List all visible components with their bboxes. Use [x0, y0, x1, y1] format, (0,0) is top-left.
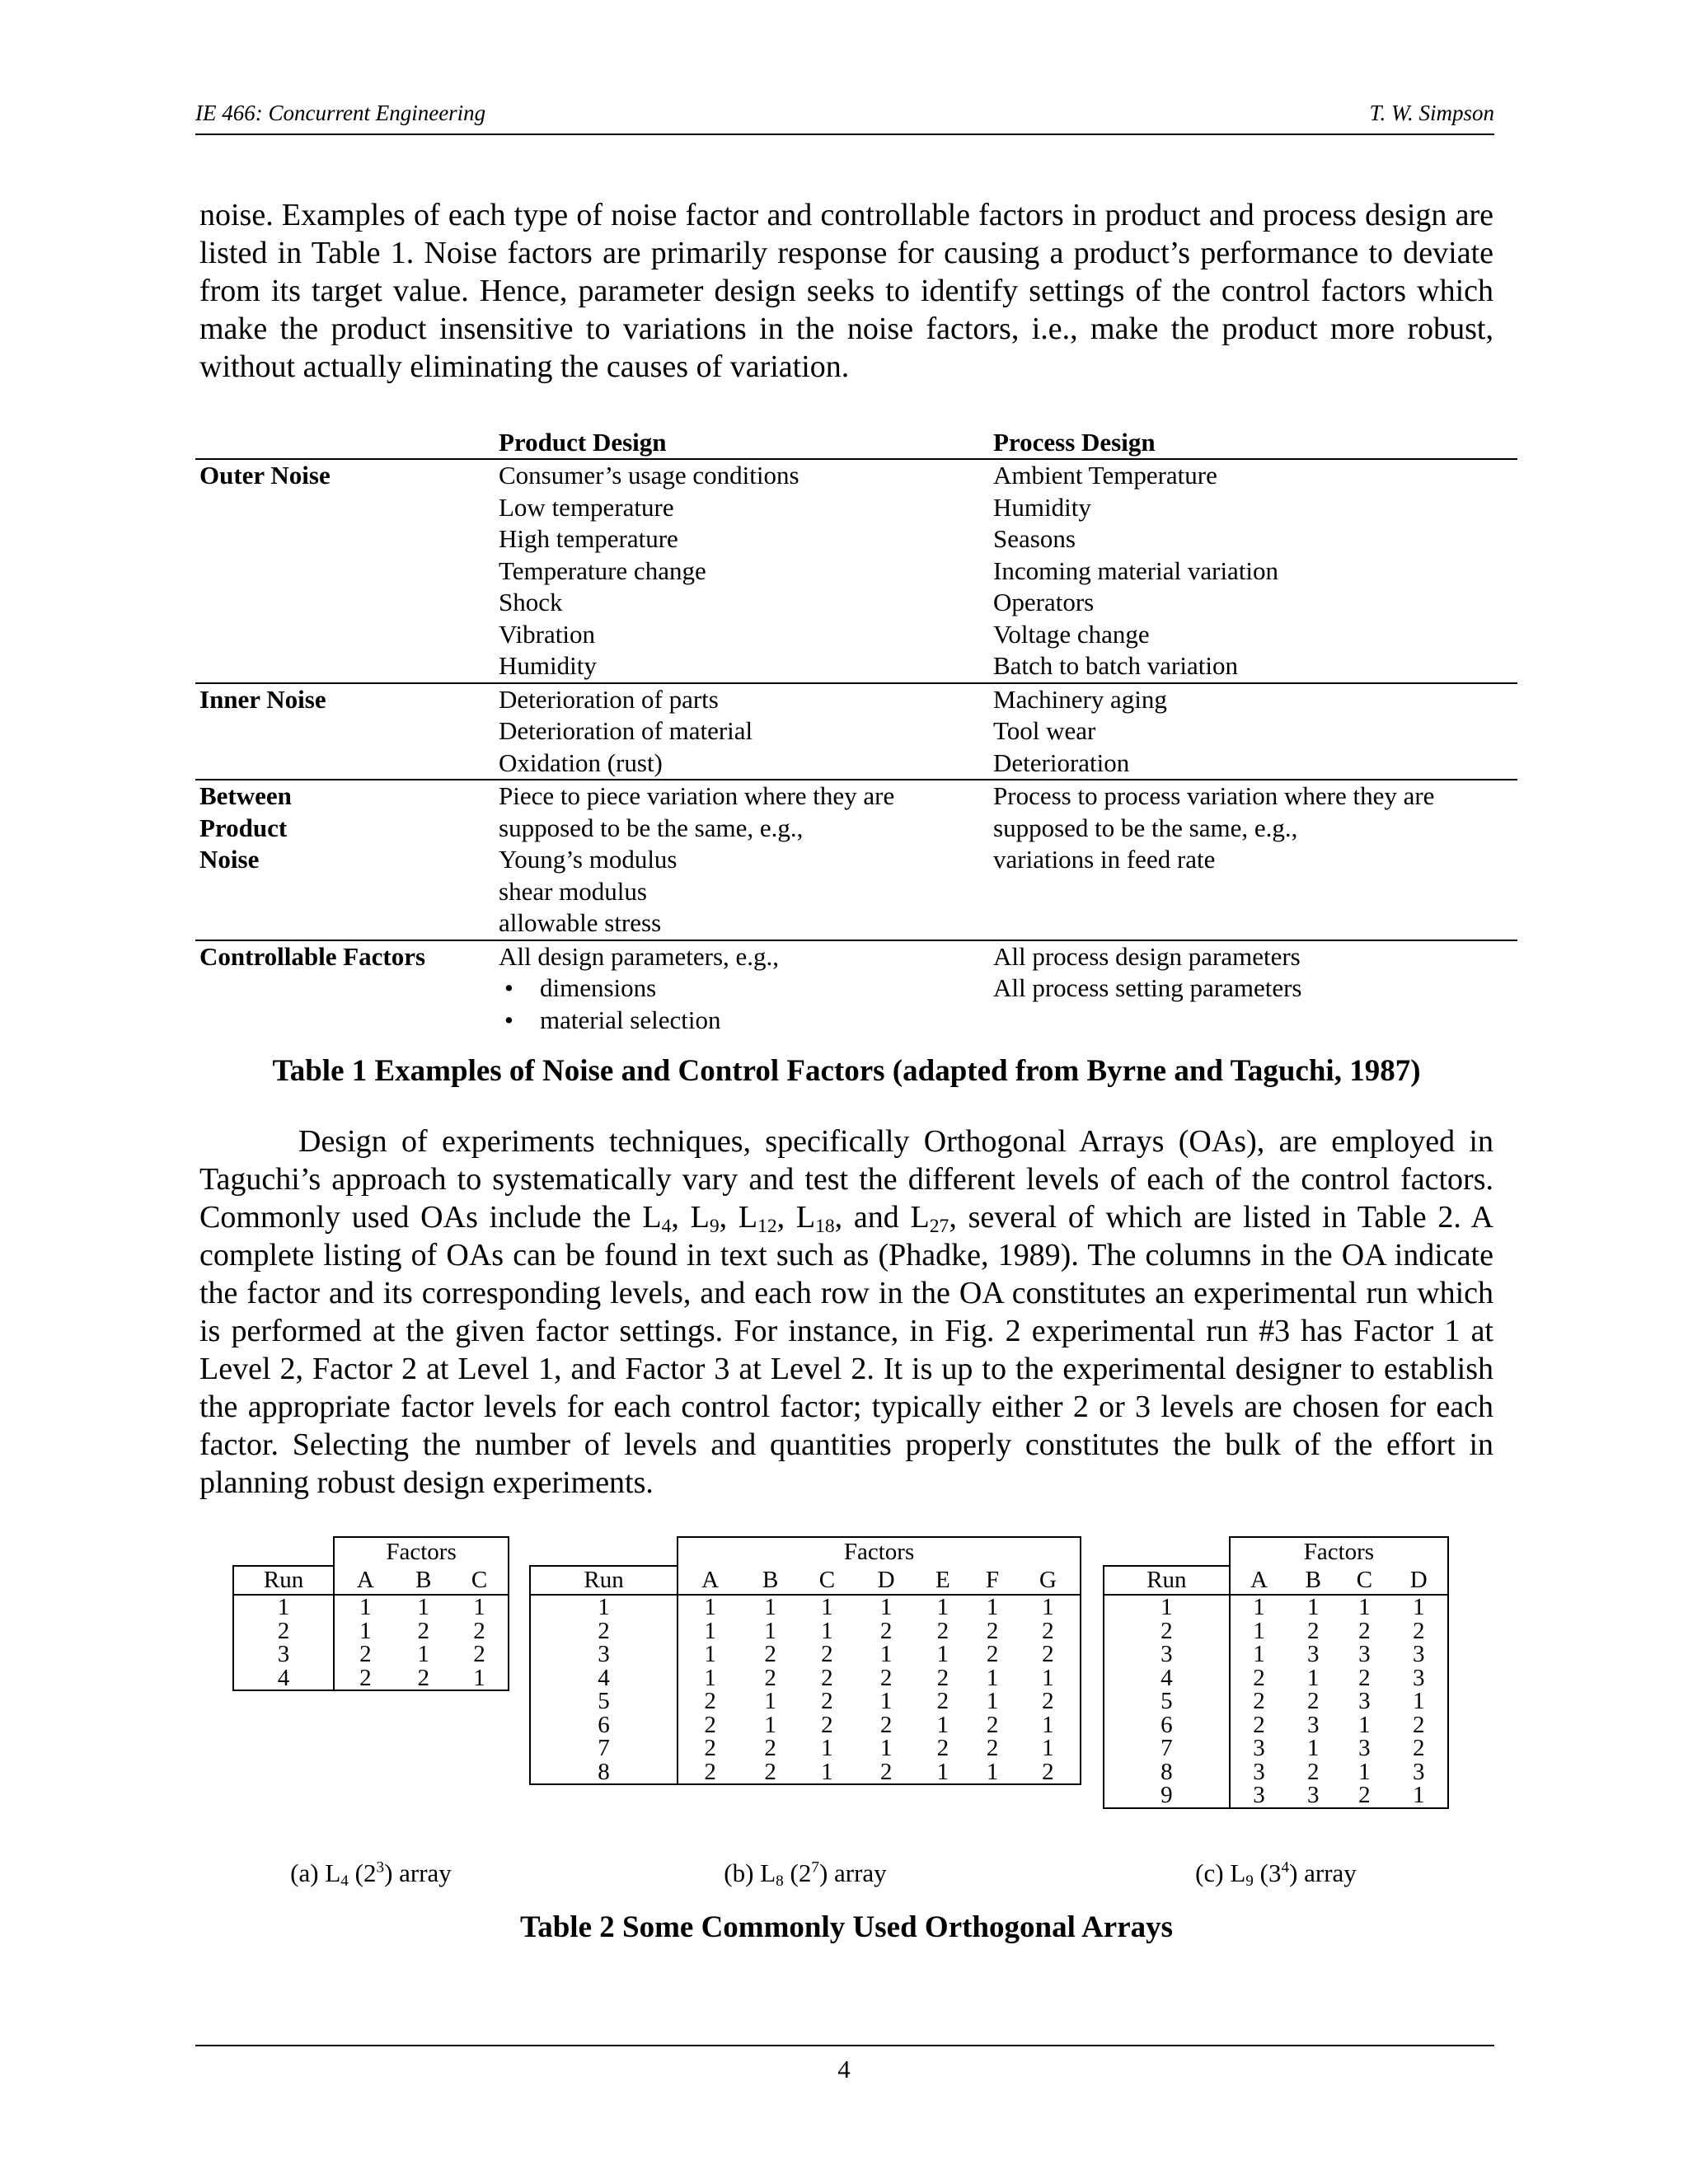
- factor-column-header: B: [742, 1566, 799, 1595]
- cell-line: supposed to be the same, e.g.,: [499, 813, 804, 842]
- level-value: 2: [451, 1643, 509, 1666]
- level-value: 2: [856, 1760, 917, 1785]
- level-value: 3: [1230, 1783, 1287, 1808]
- footer-rule: [195, 2045, 1494, 2046]
- level-value: 2: [986, 1711, 999, 1738]
- level-value: 1: [359, 1617, 372, 1644]
- level-value: 1: [1358, 1594, 1371, 1621]
- process-cell: [993, 941, 1301, 1005]
- cell-line: Humidity: [499, 651, 597, 680]
- level-value: 2: [1307, 1758, 1320, 1785]
- level-value: 2: [1358, 1664, 1371, 1691]
- cell-line: Operators: [993, 588, 1095, 616]
- level-value: 3: [1390, 1760, 1448, 1784]
- run-number: 5: [530, 1690, 678, 1713]
- run-number: 7: [530, 1736, 678, 1760]
- level-value: 1: [986, 1688, 999, 1715]
- cell-line: Oxidation (rust): [499, 748, 663, 777]
- array-row: [530, 1690, 1081, 1713]
- level-value: 2: [1307, 1617, 1320, 1644]
- run-header: Run: [530, 1566, 678, 1595]
- cell-line: Machinery aging: [993, 684, 1167, 714]
- l8-caption: (b) $L_8$ $(2^7)$ array: [724, 1858, 887, 1890]
- level-value: 1: [936, 1711, 950, 1738]
- intro-paragraph: noise. Examples of each type of noise factor and controllable factors in product and process design are listed in Table 1. Noise factors are primarily response for causing a product’s performance to deviate from its target value. Hence, parameter design seeks to identify settings of the control factors which make the product insensitive to variations in the noise factors, i.e., make the product more robust, without actually eliminating the causes of variation.: [199, 198, 1493, 384]
- table1-header-row: [195, 426, 1517, 460]
- level-value: 1: [417, 1594, 429, 1621]
- cell-line: All process design parameters: [993, 941, 1301, 971]
- level-value: 1: [704, 1594, 716, 1621]
- cell-line: All design parameters, e.g.,: [499, 941, 780, 971]
- run-number: 2: [1104, 1619, 1230, 1643]
- level-value: 2: [704, 1688, 716, 1715]
- level-value: 3: [1307, 1641, 1320, 1668]
- array-row: [233, 1666, 509, 1691]
- array-row: [530, 1595, 1081, 1619]
- level-value: 1: [936, 1641, 950, 1668]
- controllable-factors-row: [195, 941, 1517, 1037]
- row-label: Outer Noise: [199, 461, 331, 490]
- level-value: 1: [451, 1666, 509, 1691]
- row-label-line: Between: [199, 781, 292, 810]
- level-value: 1: [704, 1664, 716, 1691]
- array-row: [1104, 1643, 1448, 1666]
- blank-corner: [530, 1537, 678, 1566]
- factors-header: Factors: [678, 1537, 1081, 1566]
- cell-line: Vibration: [499, 619, 595, 649]
- factor-column-header: A: [678, 1566, 742, 1595]
- level-value: 2: [1016, 1643, 1081, 1666]
- factors-header: Factors: [334, 1537, 509, 1566]
- level-value: 2: [1253, 1711, 1265, 1738]
- level-value: 2: [678, 1760, 742, 1785]
- array-row: [1104, 1690, 1448, 1713]
- level-value: 1: [764, 1711, 776, 1738]
- level-value: 2: [936, 1617, 950, 1644]
- level-value: 2: [1016, 1619, 1081, 1643]
- run-number: 2: [233, 1619, 334, 1643]
- run-number: 1: [1104, 1595, 1230, 1619]
- run-number: 3: [1104, 1643, 1230, 1666]
- array-row: [1104, 1760, 1448, 1784]
- level-value: 1: [704, 1641, 716, 1668]
- cell-line: shear modulus: [499, 876, 647, 906]
- array-row: [530, 1760, 1081, 1785]
- table2-caption: Table 2 Some Commonly Used Orthogonal Arrays: [519, 1910, 1174, 1944]
- level-value: 1: [1253, 1594, 1265, 1621]
- run-number: 3: [530, 1643, 678, 1666]
- inner-noise-row: [195, 684, 1517, 781]
- level-value: 2: [1390, 1619, 1448, 1643]
- array-row: [1104, 1736, 1448, 1760]
- run-number: 8: [1104, 1760, 1230, 1784]
- course-title: IE 466: Concurrent Engineering: [195, 101, 486, 125]
- run-number: 1: [530, 1595, 678, 1619]
- run-number: 2: [530, 1619, 678, 1643]
- product-cell: [499, 941, 993, 1037]
- run-header: Run: [233, 1566, 334, 1595]
- cell-line: Voltage change: [993, 619, 1150, 649]
- level-value: 2: [879, 1711, 893, 1738]
- level-value: 2: [764, 1641, 776, 1668]
- level-value: 2: [704, 1735, 716, 1762]
- level-value: 1: [1307, 1664, 1320, 1691]
- table1-caption: Table 1 Examples of Noise and Control Factors (adapted from Byrne and Taguchi, 1987): [272, 1054, 1421, 1088]
- l9-caption: (c) $L_9$ $(3^4)$ array: [1195, 1858, 1357, 1890]
- level-value: 2: [936, 1664, 950, 1691]
- cell-line: Young’s modulus: [499, 845, 678, 874]
- cell-line: All process setting parameters: [993, 973, 1302, 1002]
- run-number: 6: [530, 1713, 678, 1737]
- l9-array-table: [1103, 1536, 1449, 1809]
- level-value: 3: [1390, 1643, 1448, 1666]
- cell-line: allowable stress: [499, 908, 662, 937]
- process-cell: [993, 780, 1434, 876]
- level-value: 1: [1016, 1713, 1081, 1737]
- l4-array-table: [232, 1536, 509, 1691]
- cell-line: Deterioration of material: [499, 716, 753, 745]
- level-value: 2: [1253, 1664, 1265, 1691]
- level-value: 1: [986, 1594, 999, 1621]
- level-value: 1: [1390, 1690, 1448, 1713]
- cell-line: Shock: [499, 588, 563, 616]
- array-row: [1104, 1666, 1448, 1690]
- row-label-line: Product: [199, 813, 288, 842]
- level-value: 2: [986, 1735, 999, 1762]
- level-value: 2: [1390, 1713, 1448, 1737]
- cell-line: supposed to be the same, e.g.,: [993, 813, 1298, 842]
- level-value: 2: [821, 1664, 833, 1691]
- row-label: Inner Noise: [199, 684, 326, 714]
- run-number: 5: [1104, 1690, 1230, 1713]
- level-value: 1: [879, 1688, 893, 1715]
- level-value: 3: [1358, 1735, 1371, 1762]
- level-value: 1: [879, 1735, 893, 1762]
- factor-column-header: C: [799, 1566, 856, 1595]
- level-value: 1: [1307, 1594, 1320, 1621]
- factor-column-header: A: [334, 1566, 396, 1595]
- factor-column-header: C: [1339, 1566, 1390, 1595]
- level-value: 1: [1390, 1783, 1448, 1808]
- level-value: 2: [821, 1688, 833, 1715]
- level-value: 1: [1307, 1735, 1320, 1762]
- level-value: 2: [1016, 1690, 1081, 1713]
- row-label: Controllable Factors: [199, 941, 426, 971]
- l4-caption: (a) $L_4$ $(2^3)$ array: [290, 1858, 452, 1890]
- factor-column-header: B: [1287, 1566, 1339, 1595]
- run-number: 4: [233, 1666, 334, 1691]
- l8-array-table: [529, 1536, 1081, 1785]
- level-value: 1: [879, 1641, 893, 1668]
- between-product-noise-row: [195, 780, 1517, 941]
- level-value: 1: [917, 1760, 968, 1785]
- cell-line: Ambient Temperature: [993, 461, 1217, 490]
- cell-line: Piece to piece variation where they are: [499, 781, 895, 810]
- product-cell: [499, 684, 993, 780]
- bullet-item: • dimensions: [499, 972, 993, 1005]
- process-cell: [993, 460, 1278, 682]
- array-row: [233, 1619, 509, 1643]
- run-number: 7: [1104, 1736, 1230, 1760]
- level-value: 1: [968, 1760, 1015, 1785]
- bullet-item: • material selection: [499, 1005, 993, 1037]
- factors-header: Factors: [1230, 1537, 1448, 1566]
- array-row: [1104, 1619, 1448, 1643]
- product-cell: [499, 780, 993, 940]
- level-value: 2: [704, 1711, 716, 1738]
- outer-noise-row: [195, 460, 1517, 684]
- cell-line: Batch to batch variation: [993, 651, 1238, 680]
- level-value: 1: [417, 1641, 429, 1668]
- level-value: 2: [742, 1760, 799, 1785]
- level-value: 1: [799, 1760, 856, 1785]
- level-value: 1: [451, 1595, 509, 1619]
- array-row: [1104, 1595, 1448, 1619]
- level-value: 3: [1307, 1711, 1320, 1738]
- level-value: 2: [1390, 1736, 1448, 1760]
- level-value: 2: [821, 1711, 833, 1738]
- level-value: 1: [821, 1735, 833, 1762]
- level-value: 3: [1287, 1783, 1339, 1808]
- level-value: 2: [986, 1641, 999, 1668]
- product-design-header: Product Design: [499, 428, 667, 457]
- level-value: 1: [1016, 1595, 1081, 1619]
- cell-line: variations in feed rate: [993, 845, 1216, 874]
- cell-line: Incoming material variation: [993, 555, 1279, 585]
- level-value: 1: [1390, 1595, 1448, 1619]
- process-cell: [993, 684, 1167, 780]
- body-paragraph: Design of experiments techniques, specifically Orthogonal Arrays (OAs), are employed in Taguchi’s approach to systematically vary and test the different levels of each of the control factors. Commonly used OAs include the $L_4$, $L_9$, $L_{12}$, $L_{18}$, and $L_{27}$, several of which are listed in Table 2. A complete listing of OAs can be found in text such as (Phadke, 1989). The columns in the OA indicate the factor and its corresponding levels, and each row in the OA constitutes an experimental run which is performed at the given factor settings. For instance, in Fig. 2 experimental run #3 has Factor 1 at Level 2, Factor 2 at Level 1, and Factor 3 at Level 2. It is up to the experimental designer to establish the appropriate factor levels for each control factor; typically either 2 or 3 levels are chosen for each factor. Selecting the number of levels and quantities properly constitutes the bulk of the effort in planning robust design experiments.: [199, 1124, 1493, 1500]
- level-value: 2: [1253, 1688, 1265, 1715]
- run-header: Run: [1104, 1566, 1230, 1595]
- level-value: 2: [359, 1641, 372, 1668]
- level-value: 2: [936, 1688, 950, 1715]
- level-value: 3: [1253, 1735, 1265, 1762]
- level-value: 2: [334, 1666, 396, 1691]
- factor-column-header: E: [917, 1566, 968, 1595]
- array-row: [1104, 1713, 1448, 1737]
- row-label-line: Noise: [199, 845, 260, 874]
- level-value: 2: [396, 1666, 451, 1691]
- level-value: 2: [1307, 1688, 1320, 1715]
- run-number: 8: [530, 1760, 678, 1785]
- level-value: 1: [936, 1594, 950, 1621]
- factor-column-header: B: [396, 1566, 451, 1595]
- level-value: 1: [1253, 1617, 1265, 1644]
- cell-line: Seasons: [993, 524, 1076, 553]
- array-row: [530, 1666, 1081, 1690]
- level-value: 2: [417, 1617, 429, 1644]
- page-header: [195, 97, 1494, 135]
- level-value: 2: [1016, 1760, 1081, 1785]
- level-value: 1: [764, 1688, 776, 1715]
- level-value: 1: [821, 1594, 833, 1621]
- level-value: 1: [1253, 1641, 1265, 1668]
- level-value: 1: [1016, 1736, 1081, 1760]
- factor-column-header: F: [968, 1566, 1015, 1595]
- level-value: 2: [986, 1617, 999, 1644]
- factor-column-header: D: [1390, 1566, 1448, 1595]
- level-value: 2: [1358, 1617, 1371, 1644]
- cell-line: Deterioration: [993, 748, 1130, 777]
- array-row: [530, 1619, 1081, 1643]
- level-value: 1: [1358, 1758, 1371, 1785]
- cell-line: Low temperature: [499, 492, 674, 522]
- level-value: 2: [764, 1664, 776, 1691]
- level-value: 1: [1016, 1666, 1081, 1690]
- page-number: 4: [837, 2055, 851, 2083]
- array-row: [1104, 1783, 1448, 1808]
- run-number: 4: [1104, 1666, 1230, 1690]
- cell-line: Temperature change: [499, 555, 706, 585]
- cell-line: Process to process variation where they are: [993, 781, 1435, 810]
- level-value: 2: [1339, 1783, 1390, 1808]
- level-value: 1: [764, 1617, 776, 1644]
- level-value: 2: [936, 1735, 950, 1762]
- noise-factors-table: [195, 426, 1517, 1036]
- level-value: 1: [704, 1617, 716, 1644]
- array-row: [530, 1713, 1081, 1737]
- level-value: 1: [879, 1594, 893, 1621]
- cell-line: Tool wear: [993, 716, 1096, 745]
- author-name: T. W. Simpson: [1369, 101, 1494, 125]
- run-number: 4: [530, 1666, 678, 1690]
- level-value: 2: [879, 1617, 893, 1644]
- level-value: 3: [1390, 1666, 1448, 1690]
- level-value: 1: [764, 1594, 776, 1621]
- process-design-header: Process Design: [993, 428, 1156, 457]
- array-row: [233, 1595, 509, 1619]
- level-value: 3: [1358, 1688, 1371, 1715]
- array-row: [530, 1643, 1081, 1666]
- blank-corner: [233, 1537, 334, 1566]
- factor-column-header: A: [1230, 1566, 1287, 1595]
- run-number: 6: [1104, 1713, 1230, 1737]
- level-value: 1: [359, 1594, 372, 1621]
- cell-line: High temperature: [499, 524, 678, 553]
- factor-column-header: C: [451, 1566, 509, 1595]
- blank-corner: [1104, 1537, 1230, 1566]
- factor-column-header: G: [1016, 1566, 1081, 1595]
- level-value: 3: [1253, 1758, 1265, 1785]
- level-value: 2: [764, 1735, 776, 1762]
- cell-line: Deterioration of parts: [499, 684, 719, 714]
- level-value: 1: [1358, 1711, 1371, 1738]
- cell-line: Humidity: [993, 492, 1091, 522]
- level-value: 1: [821, 1617, 833, 1644]
- run-number: 1: [233, 1595, 334, 1619]
- level-value: 2: [451, 1619, 509, 1643]
- cell-line: Consumer’s usage conditions: [499, 461, 799, 490]
- array-row: [530, 1736, 1081, 1760]
- array-row: [233, 1643, 509, 1666]
- row-label: [199, 780, 292, 876]
- level-value: 2: [879, 1664, 893, 1691]
- level-value: 1: [986, 1664, 999, 1691]
- product-cell: [499, 460, 993, 682]
- level-value: 2: [821, 1641, 833, 1668]
- run-number: 3: [233, 1643, 334, 1666]
- run-number: 9: [1104, 1783, 1230, 1808]
- level-value: 3: [1358, 1641, 1371, 1668]
- factor-column-header: D: [856, 1566, 917, 1595]
